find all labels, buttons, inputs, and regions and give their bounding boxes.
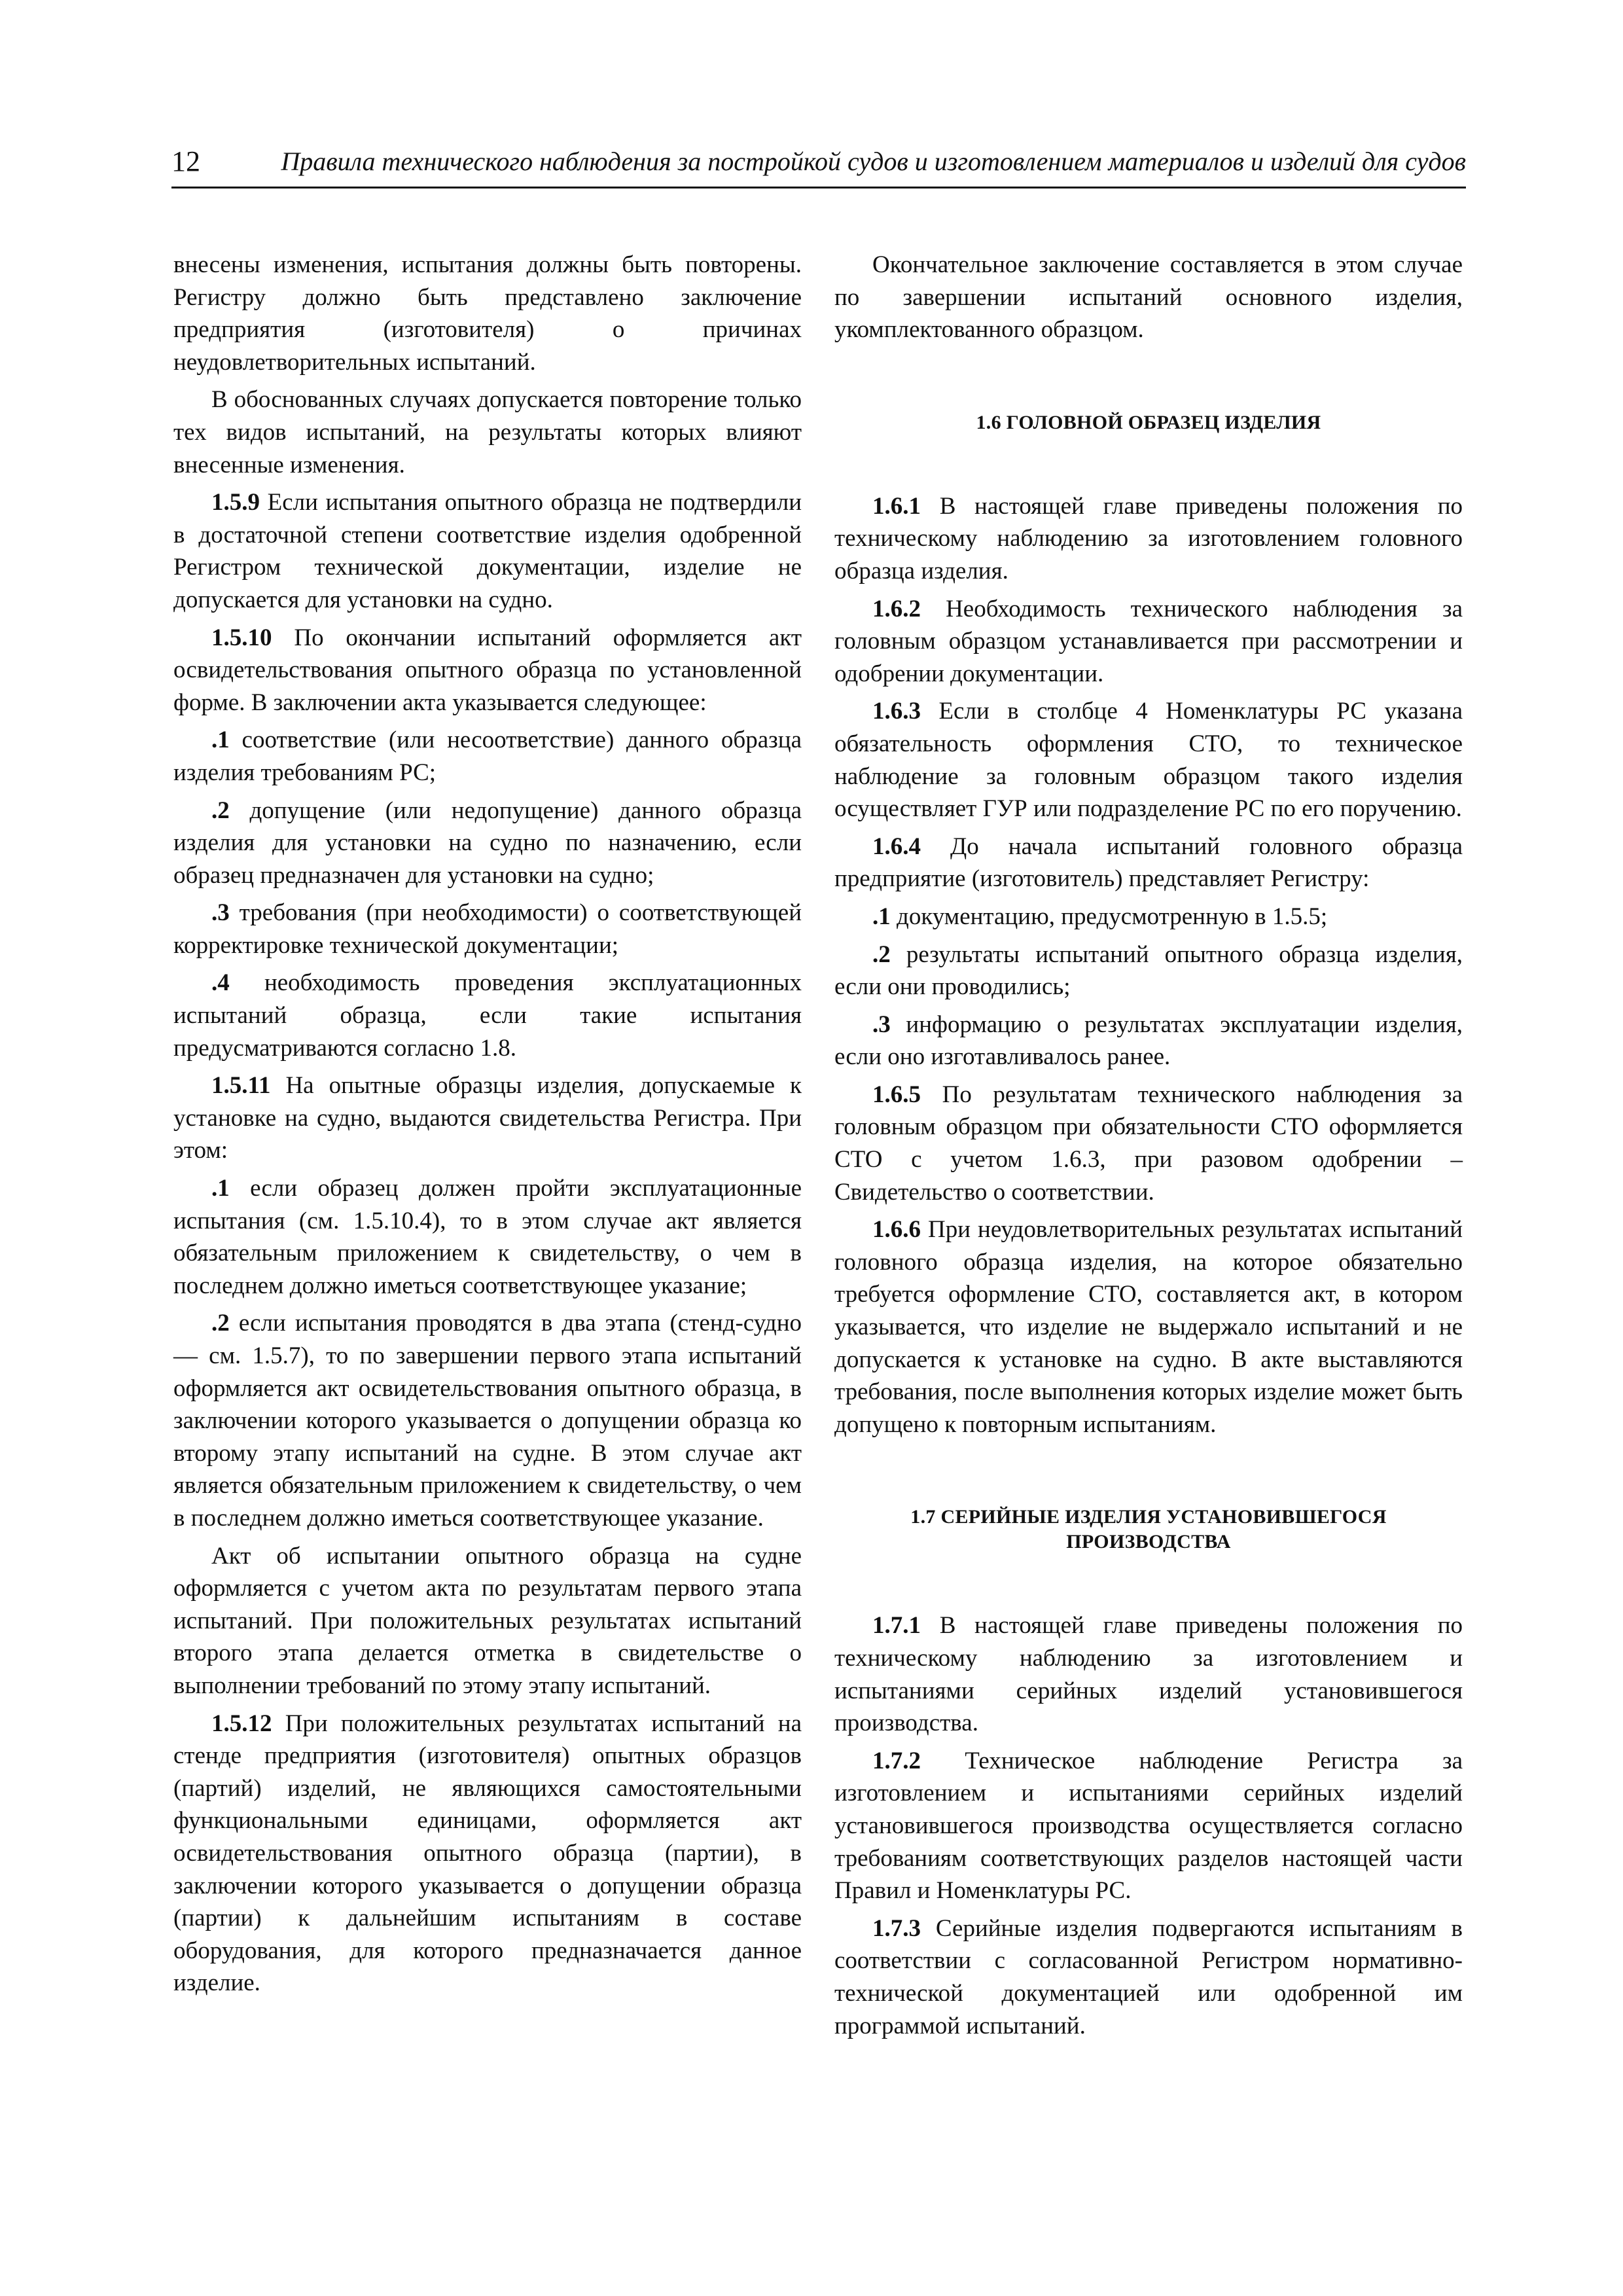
clause-1-5-11: 1.5.11 На опытные образцы изделия, допускаемые к установке на судно, выдаются свидетельства Регистра. При этом: [173, 1072, 802, 1164]
subclause: .2 допущение (или недопущение) данного образца изделия для установки на судно по назначению, если образец предназначен для установки на судно; [173, 797, 802, 889]
subclause: .2 если испытания проводятся в два этапа (стенд-судно — см. 1.5.7), то по завершении первого этапа испытаний оформляется акт освидетельствования опытного образца, в заключении которого указывается о допущении образца ко второму этапу испытаний на судне. В этом случае акт является обязательным приложением к свидетельству, о чем в последнем должно иметься соответствующее указание. [173, 1310, 802, 1532]
running-header [171, 141, 1466, 188]
subclause: .1 документацию, предусмотренную в 1.5.5; [872, 903, 1328, 930]
section-heading-line: ПРОИЗВОДСТВА [1066, 1531, 1231, 1553]
clause-1-7-2: 1.7.2 Техническое наблюдение Регистра за изготовлением и испытаниями серийных изделий установившегося производства осуществляется согласно требованиям соответствующих разделов настоящей части Правил и Номенклатуры РС. [834, 1747, 1463, 1905]
paragraph: внесены изменения, испытания должны быть повторены. Регистру должно быть представлено заключение предприятия (изготовителя) о причинах неудовлетворительных испытаний. [173, 251, 802, 376]
running-title: Правила технического наблюдения за постройкой судов и изготовлением материалов и изделий для судов [281, 147, 1466, 176]
clause-1-5-10: 1.5.10 По окончании испытаний оформляется акт освидетельствования опытного образца по установленной форме. В заключении акта указывается следующее: [173, 624, 802, 716]
subclause: .4 необходимость проведения эксплуатационных испытаний образца, если такие испытания предусматриваются согласно 1.8. [173, 969, 802, 1062]
subclause: .3 информацию о результатах эксплуатации изделия, если оно изготавливалось ранее. [834, 1011, 1463, 1071]
clause-1-6-4: 1.6.4 До начала испытаний головного образца предприятие (изготовитель) представляет Регистру: [834, 833, 1463, 893]
clause-1-6-1: 1.6.1 В настоящей главе приведены положения по техническому наблюдению за изготовлением головного образца изделия. [834, 492, 1463, 584]
right-column [834, 249, 1463, 2047]
clause-1-5-12: 1.5.12 При положительных результатах испытаний на стенде предприятия (изготовителя) опытных образцов (партий) изделий, не являющихся самостоятельными функциональными единицами, оформляется акт освидетельствования опытного образца (партии), в заключении которого указывается о допущении образца (партии) к дальнейшим испытаниям в составе оборудования, для которого предназначается данное изделие. [173, 1710, 802, 1997]
clause-1-6-2: 1.6.2 Необходимость технического наблюдения за головным образцом устанавливается при рассмотрении и одобрении документации. [834, 595, 1463, 687]
subclause: .3 требования (при необходимости) о соответствующей корректировке технической документации; [173, 899, 802, 959]
paragraph: Акт об испытании опытного образца на судне оформляется с учетом акта по результатам первого этапа испытаний. При положительных результатах испытаний второго этапа делается отметка в свидетельстве о выполнении требований по этому этапу испытаний. [173, 1542, 802, 1699]
paragraph: Окончательное заключение составляется в этом случае по завершении испытаний основного изделия, укомплектованного образцом. [834, 251, 1463, 344]
clause-1-7-1: 1.7.1 В настоящей главе приведены положения по техническому наблюдению за изготовлением и испытаниями серийных изделий установившегося производства. [834, 1612, 1463, 1737]
subclause: .1 соответствие (или несоответствие) данного образца изделия требованиям РС; [173, 726, 802, 786]
page-number: 12 [171, 145, 200, 177]
subclause: .2 результаты испытаний опытного образца изделия, если они проводились; [834, 941, 1463, 1001]
section-heading-1-7 [834, 1505, 1463, 1554]
left-column [173, 249, 802, 2005]
paragraph: В обоснованных случаях допускается повторение только тех видов испытаний, на результаты которых влияют внесенные изменения. [173, 386, 802, 478]
clause-1-5-9: 1.5.9 Если испытания опытного образца не подтвердили в достаточной степени соответствие изделия одобренной Регистром технической документации, изделие не допускается для установки на судно. [173, 489, 802, 613]
clause-1-6-3: 1.6.3 Если в столбце 4 Номенклатуры РС указана обязательность оформления СТО, то техническое наблюдение за головным образцом такого изделия осуществляет ГУР или подразделение РС по его поручению. [834, 698, 1463, 823]
clause-1-6-6: 1.6.6 При неудовлетворительных результатах испытаний головного образца изделия, на которое обязательно требуется оформление СТО, составляется акт, в котором указывается, что изделие не выдержало испытаний и не допускается к установке на судно. В акте выставляются требования, после выполнения которых изделие может быть допущено к повторным испытаниям. [834, 1216, 1463, 1438]
section-heading-line: 1.7 СЕРИЙНЫЕ ИЗДЕЛИЯ УСТАНОВИВШЕГОСЯ [910, 1506, 1387, 1528]
subclause: .1 если образец должен пройти эксплуатационные испытания (см. 1.5.10.4), то в этом случае акт является обязательным приложением к свидетельству, о чем в последнем должно иметься соответствующее указание; [173, 1175, 802, 1299]
clause-1-7-3: 1.7.3 Серийные изделия подвергаются испытаниям в соответствии с согласованной Регистром нормативно-технической документацией или одобренной им программой испытаний. [834, 1914, 1463, 2039]
section-heading-1-6: 1.6 ГОЛОВНОЙ ОБРАЗЕЦ ИЗДЕЛИЯ [976, 411, 1321, 433]
clause-1-6-5: 1.6.5 По результатам технического наблюдения за головным образцом при обязательности СТО оформляется СТО с учетом 1.6.3, при разовом одобрении – Свидетельство о соответствии. [834, 1081, 1463, 1206]
